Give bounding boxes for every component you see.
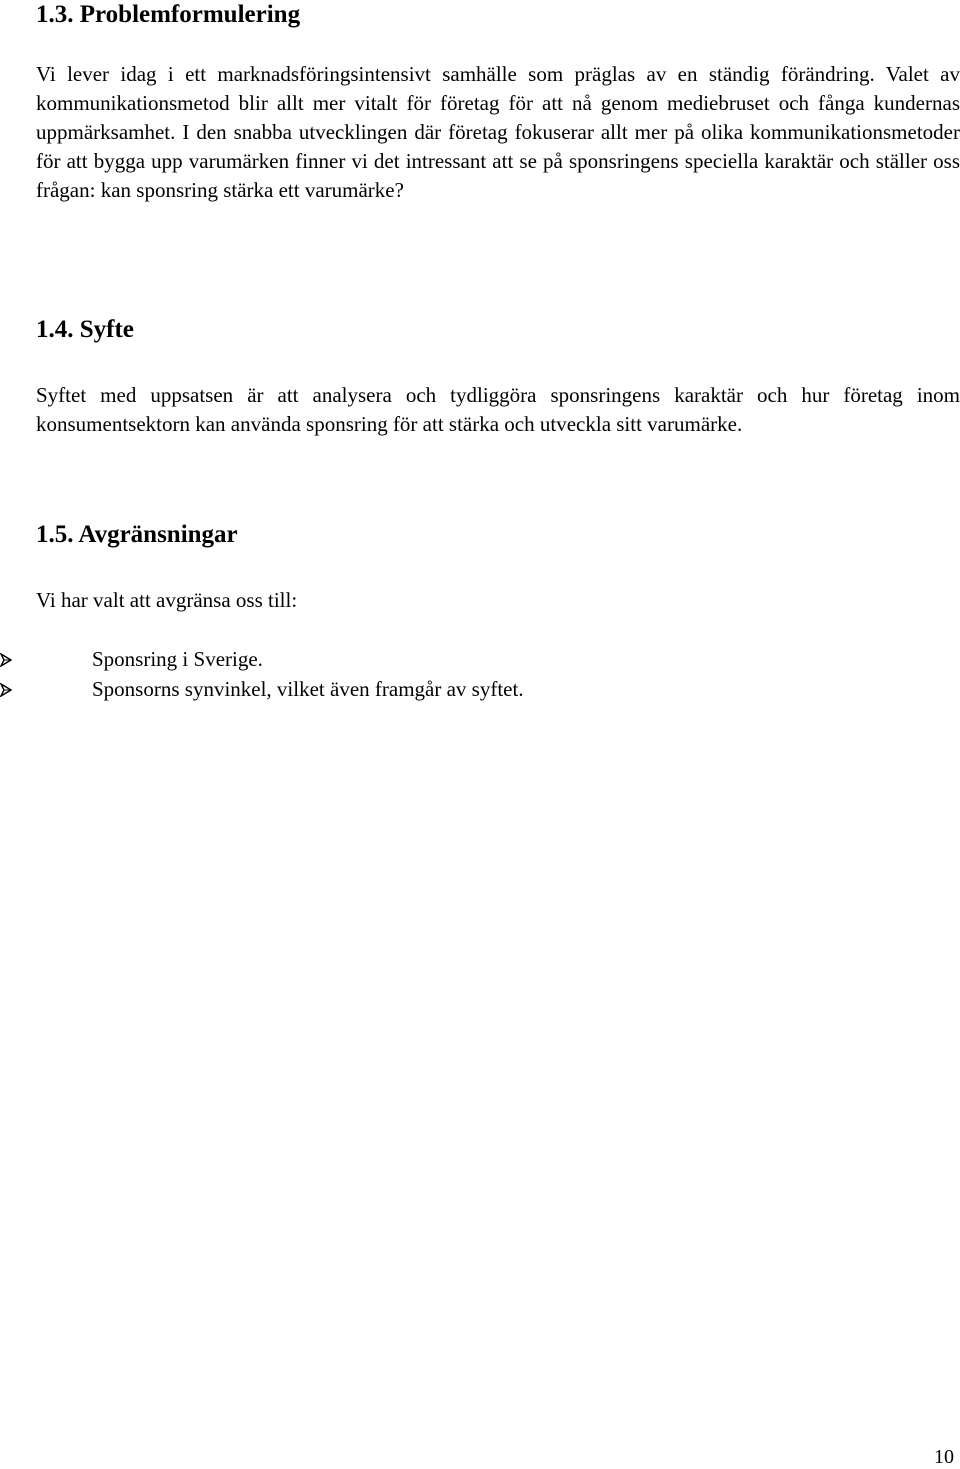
list-item-text: Sponsring i Sverige. — [92, 647, 263, 671]
delimitations-list — [0, 644, 960, 704]
arrowhead-bullet-icon — [0, 683, 12, 697]
heading-avgransningar: 1.5. Avgränsningar — [36, 521, 238, 548]
paragraph-problemformulering: Vi lever idag i ett marknadsföringsintensivt samhälle som präglas av en ständig förändring. Valet av kommunikationsmetod blir allt mer vitalt för företag för att nå genom mediebruset och fånga kundernas uppmärksamhet. I den snabba utvecklingen där företag fokuserar allt mer på olika kommunikationsmetoder för att bygga upp varumärken finner vi det intressant att se på sponsringens speciella karaktär och ställer oss frågan: kan sponsring stärka ett varumärke? — [36, 62, 960, 202]
arrowhead-bullet-icon — [0, 653, 12, 667]
paragraph-syfte: Syftet med uppsatsen är att analysera och tydliggöra sponsringens karaktär och hur företag inom konsumentsektorn kan använda sponsring för att stärka och utveckla sitt varumärke. — [36, 383, 960, 436]
page-number: 10 — [934, 1446, 954, 1468]
list-item — [0, 674, 960, 704]
list-item — [0, 644, 960, 674]
list-item-text: Sponsorns synvinkel, vilket även framgår av syftet. — [92, 677, 524, 701]
heading-syfte: 1.4. Syfte — [36, 316, 134, 343]
heading-problemformulering: 1.3. Problemformulering — [36, 1, 301, 28]
paragraph-avgransningar-intro: Vi har valt att avgränsa oss till: — [36, 588, 298, 612]
